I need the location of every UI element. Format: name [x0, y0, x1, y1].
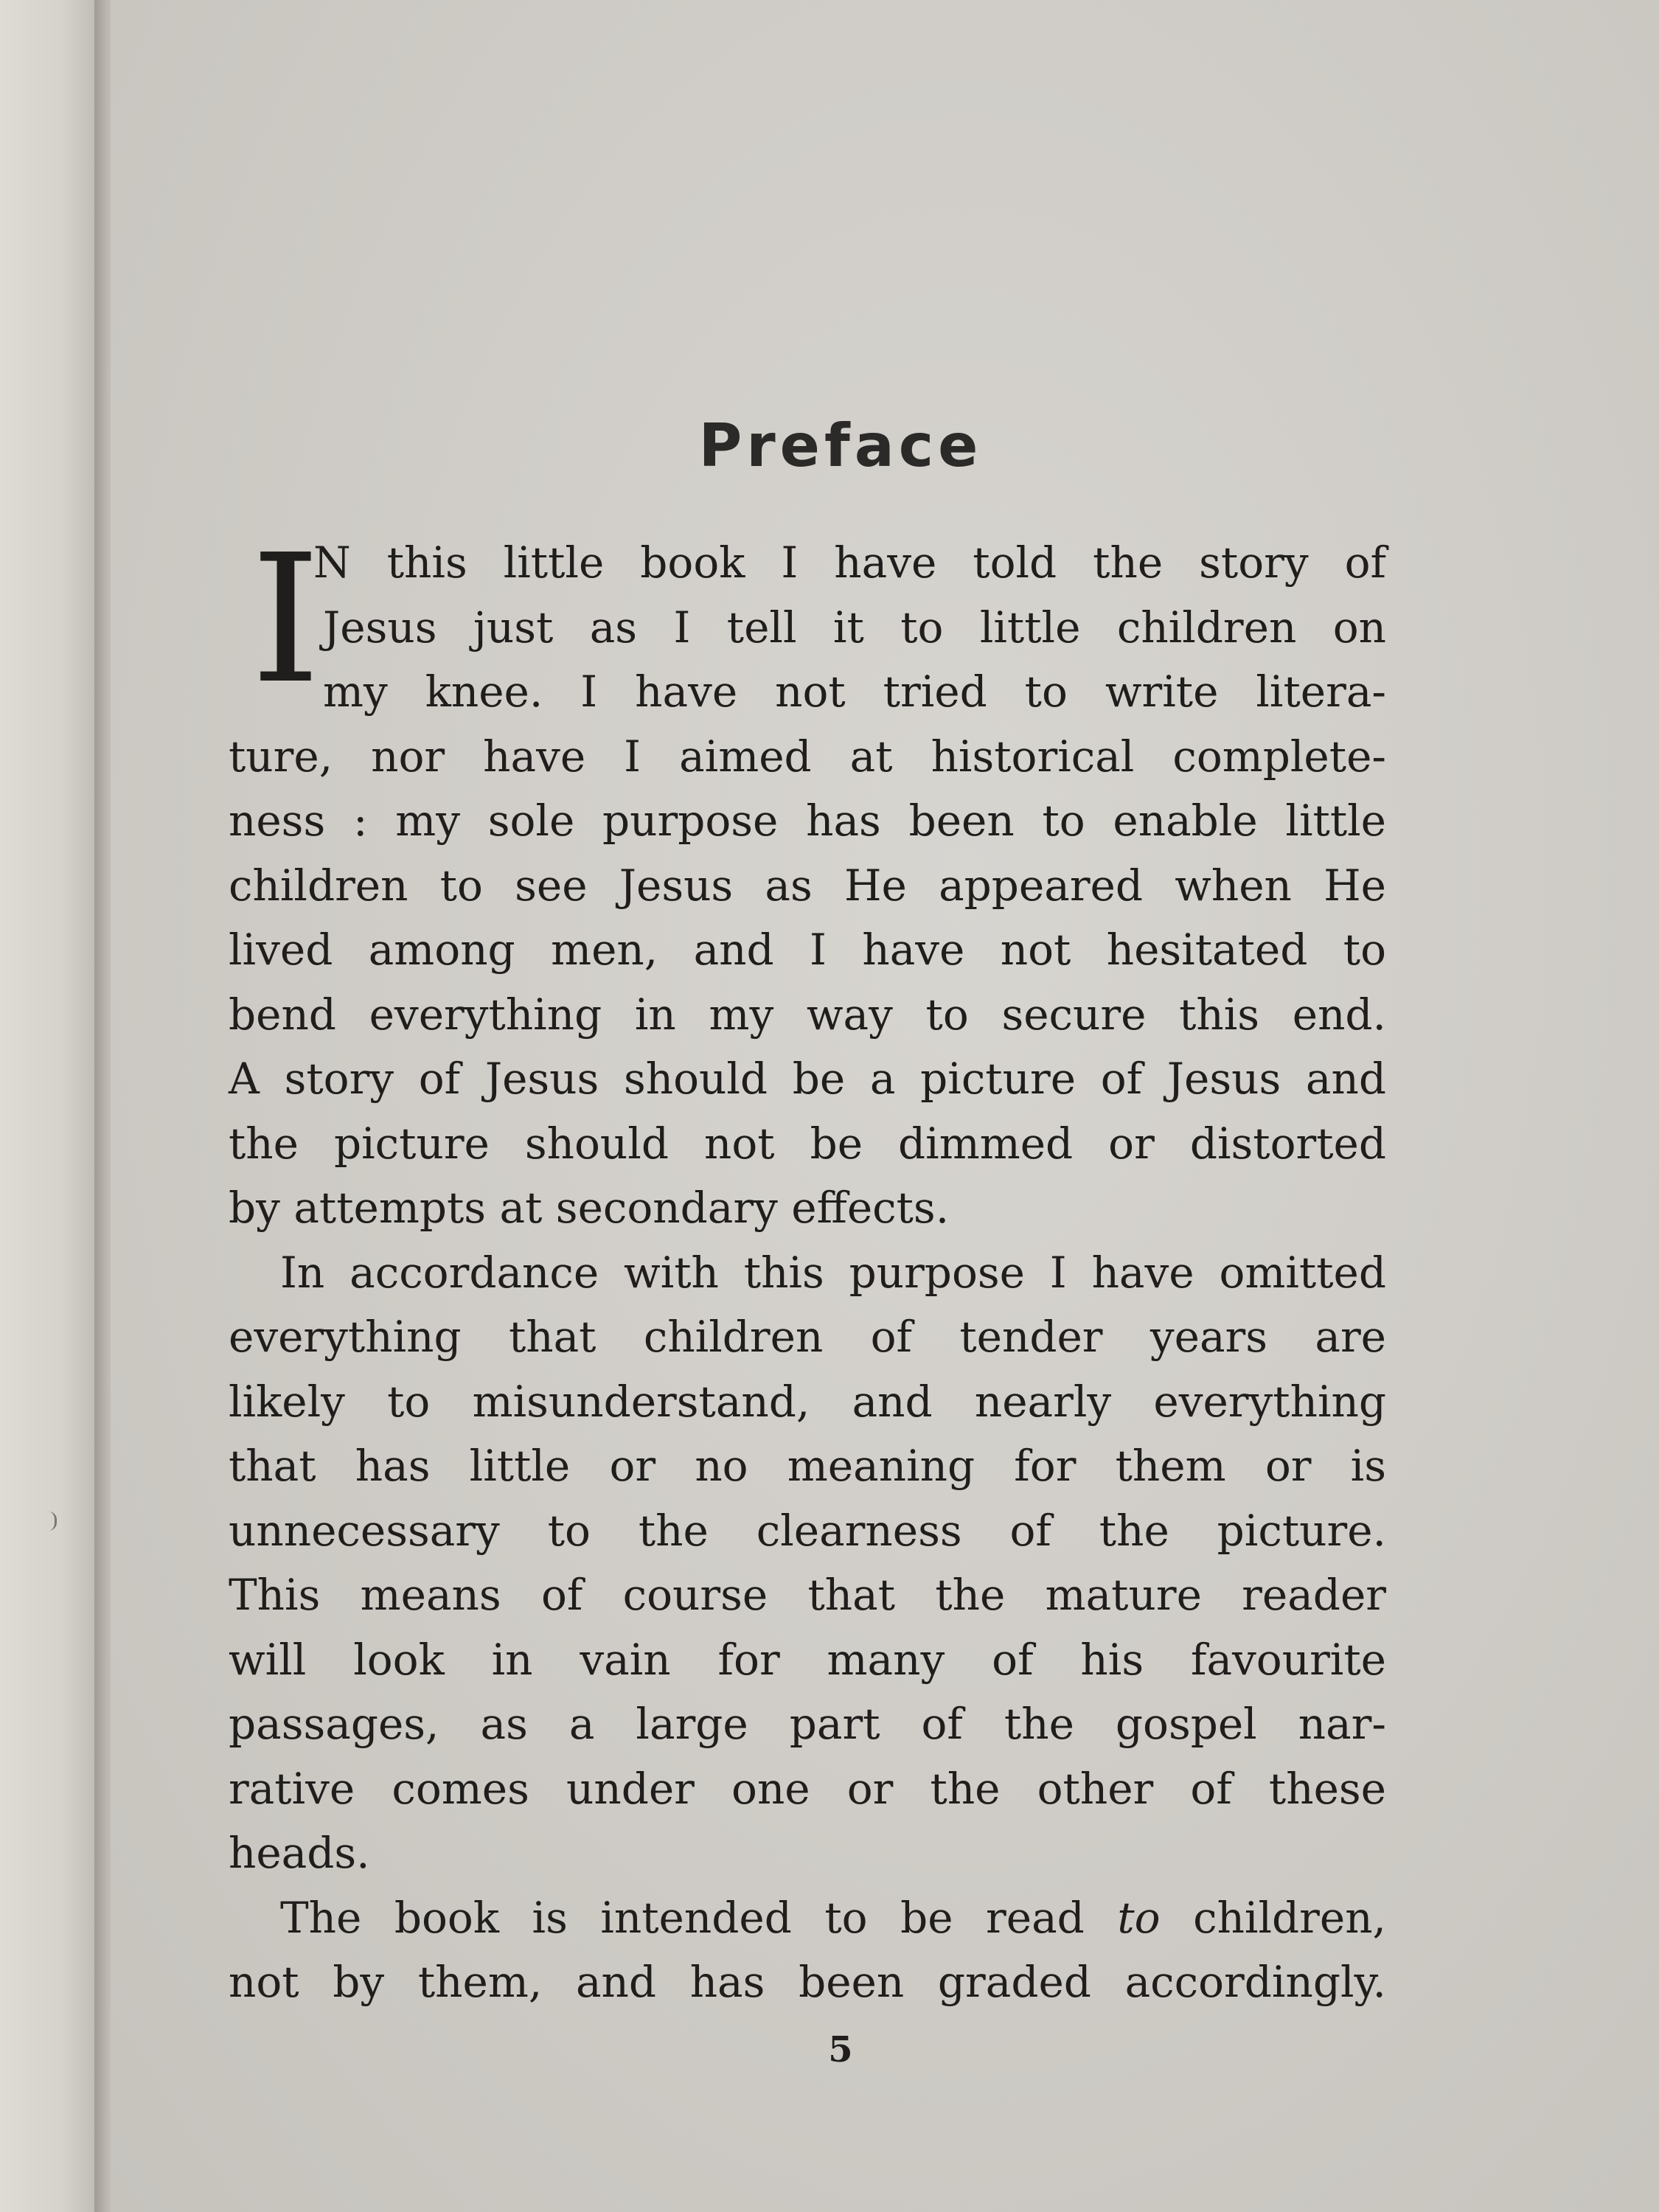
text-line: everything that children of tender years are: [229, 1312, 1386, 1362]
text-run: The book is intended to be read: [280, 1892, 1118, 1943]
text-line: likely to misunderstand, and nearly everything: [229, 1376, 1386, 1427]
paragraph-2: [229, 1241, 1386, 1886]
drop-cap-letter: I: [251, 516, 321, 723]
text-run: children,: [1160, 1892, 1386, 1943]
text-line: the picture should not be dimmed or distorted: [229, 1118, 1386, 1169]
text-line: In accordance with this purpose I have omitted: [280, 1247, 1386, 1298]
page-number: 5: [828, 2029, 853, 2070]
text-line: that has little or no meaning for them or is: [229, 1441, 1386, 1491]
text-line: heads.: [229, 1828, 370, 1878]
text-line: not by them, and has been graded accordingly.: [229, 1957, 1386, 2007]
text-line: ness : my sole purpose has been to enable little: [229, 796, 1386, 846]
text-line: This means of course that the mature reader: [229, 1570, 1386, 1620]
paragraph-1: [229, 516, 1386, 1241]
text-line: my knee. I have not tried to write litera-: [323, 667, 1386, 717]
paragraph-3: [229, 1886, 1386, 2015]
text-line: children to see Jesus as He appeared when He: [229, 860, 1386, 911]
emphasized-word: to: [1117, 1892, 1161, 1943]
text-line: bend everything in my way to secure this end.: [229, 989, 1386, 1040]
text-line: passages, as a large part of the gospel nar-: [229, 1699, 1386, 1749]
text-line: rative comes under one or the other of these: [229, 1763, 1386, 1814]
text-line: N this little book I have told the story of: [313, 538, 1386, 588]
preface-body: [229, 516, 1386, 2015]
text-line: will look in vain for many of his favourite: [229, 1634, 1386, 1685]
page-title: Preface: [698, 411, 983, 480]
text-line: Jesus just as I tell it to little children on: [323, 602, 1386, 653]
text-line: unnecessary to the clearness of the picture.: [229, 1505, 1386, 1556]
text-line: [229, 1886, 1386, 1951]
text-line: lived among men, and I have not hesitated to: [229, 925, 1386, 975]
text-line: by attempts at secondary effects.: [229, 1183, 950, 1233]
text-line: A story of Jesus should be a picture of Jesus and: [229, 1054, 1386, 1104]
text-line: ture, nor have I aimed at historical complete-: [229, 731, 1386, 782]
